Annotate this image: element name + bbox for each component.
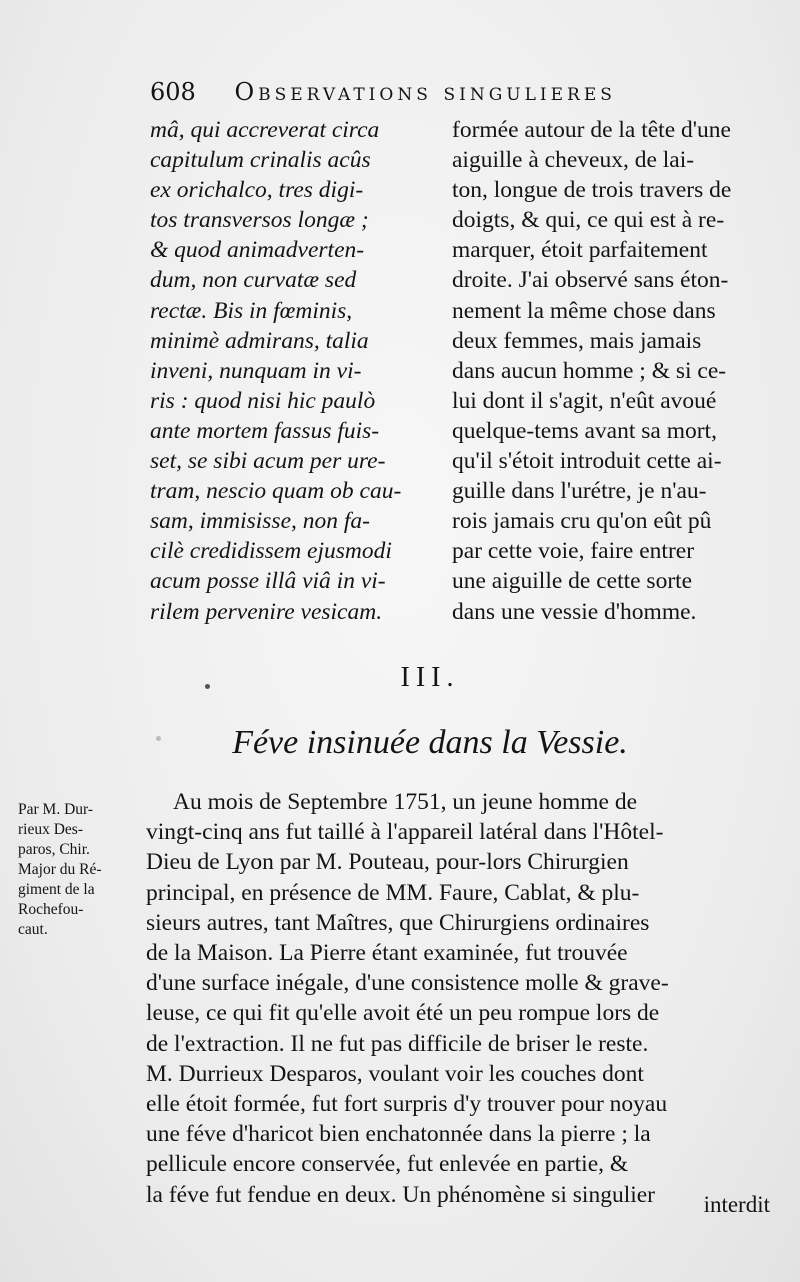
latin-line: ex orichalco, tres digi- [150, 177, 364, 204]
page-number: 608 [150, 78, 196, 106]
margin-note-line: Major du Ré- [18, 861, 102, 878]
body-line: vingt-cinq ans fut taillé à l'appareil latéral dans l'Hôtel- [146, 819, 664, 846]
body-line: de la Maison. La Pierre étant examinée, fut trouvée [146, 940, 628, 967]
french-line: droite. J'ai observé sans éton- [452, 267, 729, 294]
french-line: marquer, étoit parfaitement [452, 237, 708, 264]
french-line: lui dont il s'agit, n'eût avoué [452, 387, 717, 414]
body-line: elle étoit formée, fut fort surpris d'y trouver pour noyau [146, 1091, 668, 1118]
margin-note-line: Par M. Dur- [18, 801, 94, 818]
section-title: Féve insinuée dans la Vessie. [232, 724, 628, 761]
body-line: la féve fut fendue en deux. Un phénomène si singulier [146, 1181, 656, 1208]
french-line: deux femmes, mais jamais [452, 327, 702, 354]
margin-note-line: paros, Chir. [18, 841, 90, 858]
body-line: sieurs autres, tant Maîtres, que Chirurgiens ordinaires [146, 909, 650, 936]
margin-note-line: giment de la [18, 881, 95, 898]
latin-line: capitulum crinalis acûs [150, 147, 371, 174]
margin-note-line: caut. [18, 921, 48, 938]
french-line: guille dans l'urétre, je n'au- [452, 478, 707, 505]
margin-note-line: rieux Des- [18, 821, 83, 838]
body-line: leuse, ce qui fit qu'elle avoit été un peu rompue lors de [146, 1000, 660, 1027]
french-line: nement la même chose dans [452, 297, 716, 324]
body-line: de l'extraction. Il ne fut pas difficile de briser le reste. [146, 1030, 649, 1057]
latin-line: sam, immisisse, non fa- [150, 508, 370, 535]
french-column [452, 115, 770, 627]
french-line: dans aucun homme ; & si ce- [452, 357, 727, 384]
latin-line: mâ, qui accreverat circa [150, 117, 380, 143]
latin-line: set, se sibi acum per ure- [150, 448, 386, 475]
catchword: interdit [703, 1192, 770, 1217]
latin-line: tos transversos longæ ; [150, 207, 369, 234]
body-paragraph [146, 787, 766, 1210]
latin-line: ris : quod nisi hic paulò [150, 387, 376, 414]
latin-line: minimè admirans, talia [150, 327, 369, 354]
running-title: Observations singulieres [234, 78, 616, 106]
french-line: aiguille à cheveux, de lai- [452, 147, 695, 174]
body-line: M. Durrieux Desparos, voulant voir les couches dont [146, 1060, 644, 1087]
body-line: une féve d'haricot bien enchatonnée dans la pierre ; la [146, 1121, 651, 1148]
latin-line: dum, non curvatæ sed [150, 267, 357, 294]
latin-line: cilè credidissem ejusmodi [150, 538, 392, 565]
french-line: qu'il s'étoit introduit cette ai- [452, 448, 722, 475]
french-line: ton, longue de trois travers de [452, 177, 732, 204]
french-line: dans une vessie d'homme. [452, 598, 697, 625]
latin-column [150, 115, 430, 627]
running-head [150, 78, 750, 106]
latin-line: rectæ. Bis in fœminis, [150, 297, 353, 324]
french-line: doigts, & qui, ce qui est à re- [452, 207, 725, 234]
body-line: Au mois de Septembre 1751, un jeune homme de [173, 789, 638, 815]
french-line: par cette voie, faire entrer [452, 538, 695, 565]
body-line: principal, en présence de MM. Faure, Cablat, & plu- [146, 879, 640, 906]
latin-line: rilem pervenire vesicam. [150, 598, 383, 625]
body-line: d'une surface inégale, d'une consistence molle & grave- [146, 970, 669, 997]
latin-line: inveni, nunquam in vi- [150, 357, 362, 384]
margin-note [18, 800, 146, 940]
latin-line: ante mortem fassus fuis- [150, 417, 380, 444]
body-line: Dieu de Lyon par M. Pouteau, pour-lors Chirurgien [146, 849, 629, 876]
body-line: pellicule encore conservée, fut enlevée en partie, & [146, 1151, 629, 1178]
french-line: rois jamais cru qu'on eût pû [452, 508, 712, 535]
french-line: une aiguille de cette sorte [452, 568, 693, 595]
latin-line: tram, nescio quam ob cau- [150, 478, 402, 505]
section-number: III. [400, 662, 460, 693]
french-line: quelque-tems avant sa mort, [452, 417, 717, 444]
margin-note-line: Rochefou- [18, 901, 84, 918]
latin-line: acum posse illâ viâ in vi- [150, 568, 386, 595]
french-line: formée autour de la tête d'une [452, 117, 731, 143]
latin-line: & quod animadverten- [150, 237, 365, 264]
